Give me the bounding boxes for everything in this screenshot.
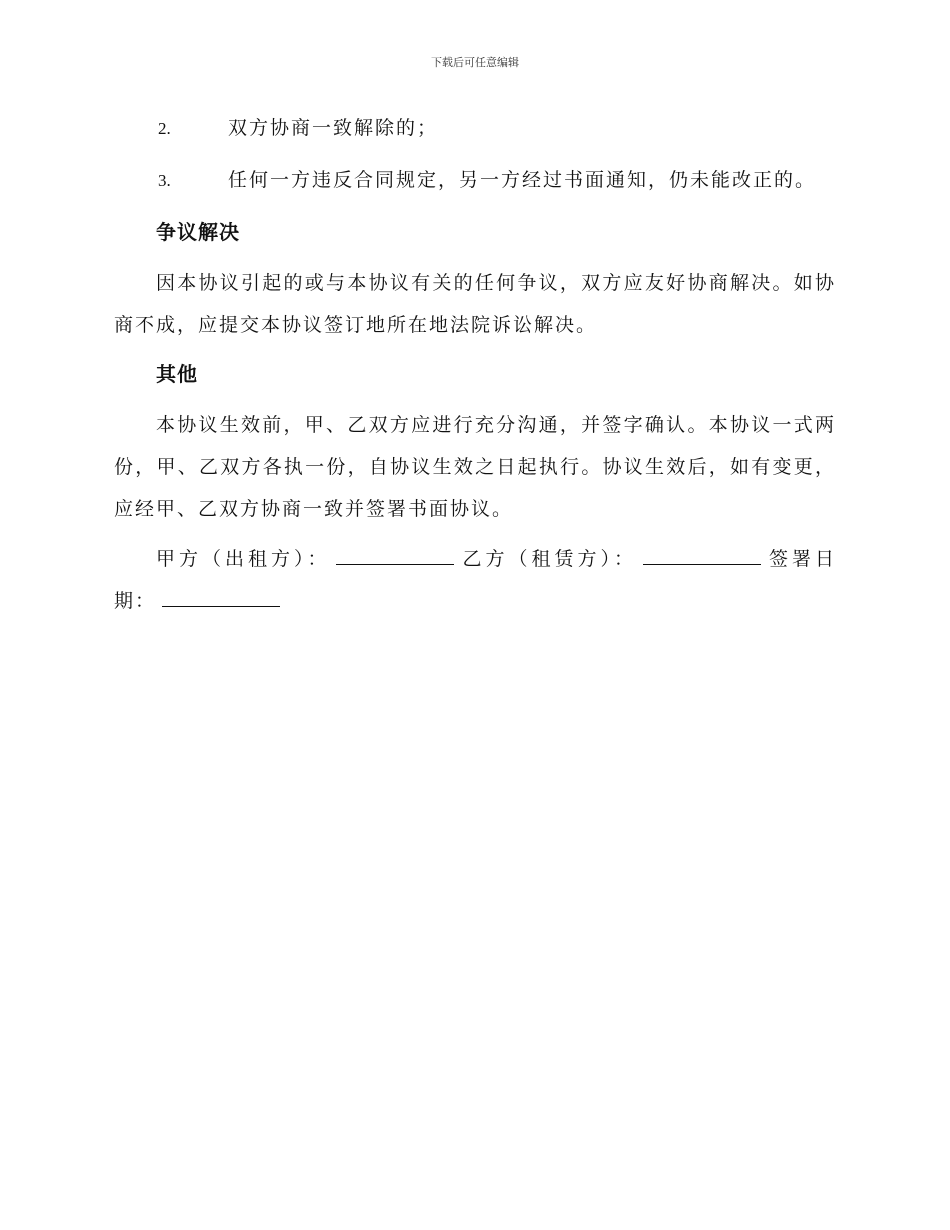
list-item-text: 双方协商一致解除的； [228,117,439,139]
other-paragraph: 本协议生效前，甲、乙双方应进行充分沟通，并签字确认。本协议一式两份，甲、乙双方各执一份，自协议生效之日起执行。协议生效后，如有变更，应经甲、乙双方协商一致并签署书面协议。 [114,414,836,520]
party-a-blank [336,544,454,565]
list-item-text: 任何一方违反合同规定，另一方经过书面通知，仍未能改正的。 [228,169,817,191]
signature-line [114,538,836,622]
section-heading-dispute: 争议解决 [156,220,240,244]
dispute-paragraph: 因本协议引起的或与本协议有关的任何争议，双方应友好协商解决。如协商不成，应提交本协议签订地所在地法院诉讼解决。 [114,272,836,336]
list-item-number: 2. [158,119,171,138]
sign-date-blank [162,586,280,607]
party-a-label: 甲方（出租方）： [156,548,331,570]
party-b-label: 乙方（租赁方）： [460,548,637,570]
sign-date-label: 签署日期： [114,548,836,612]
document-body [114,108,836,630]
list-item [114,160,836,200]
page-header: 下载后可任意编辑 [431,56,519,69]
section-heading-other: 其他 [156,362,198,386]
list-item-number: 3. [158,171,171,190]
list-item [114,108,836,148]
party-b-blank [643,544,761,565]
